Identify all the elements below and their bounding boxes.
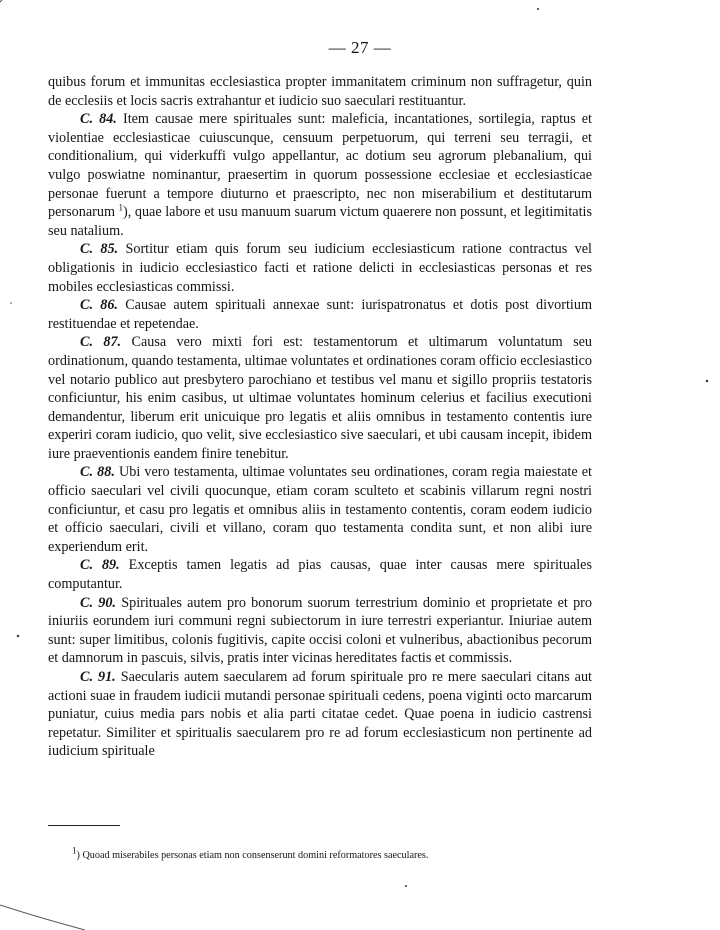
canon-text: Ubi vero testamenta, ultimae voluntates seu ordinationes, coram regia maiestate et officio saeculari vel civili quocunque, etiam coram sculteto et scabinis villarum regni nostri conficiuntur, et casu pro legatis et omnibus aliis in testamento contentis, coram eodem iudicio et officio saeculari, civili et villano, coram quo testamenta condita sunt, et non alibi iure experiendum erit. xyxy=(48,464,592,555)
canon-label: C. 89. xyxy=(80,557,120,574)
page-number: — 27 — xyxy=(328,38,392,57)
footnote-divider xyxy=(48,825,120,826)
canon-text: Causae autem spirituali annexae sunt: iurispatronatus et dotis post divortium restituendae et repetendae. xyxy=(48,297,593,332)
canon-label: C. 84. xyxy=(80,111,117,128)
canon-label: C. 86. xyxy=(80,297,118,314)
footnote-reference: 1 xyxy=(118,202,124,213)
canon-text-continued: ), quae labore et usu manuum suarum victum quaerere non possunt, et legitimitatis seu natalium. xyxy=(48,204,592,239)
canon-text: Item causae mere spirituales sunt: maleficia, incantationes, sortilegia, raptus et violentiae ecclesiasticae cuiuscunque, censuum perpetuorum, qui terreni seu terragii, et conditionalium, qui viderkuffi vulgo appellantur, ac dotium seu agrorum plebanalium, qui vulgo poswiatne nominantur, praesertim in quorum possessione ecclesiae et ecclesiasticae personae fuerunt a tempore diuturno et praescripto, nec non miserabilium et destitutarum personarum xyxy=(48,111,592,221)
canon-84 xyxy=(48,110,592,240)
canon-89 xyxy=(48,556,592,593)
intro-paragraph: quibus forum et immunitas ecclesiastica propter immanitatem criminum non suffragetur, quin de ecclesiis et locis sacris extrahantur et iudicio suo saeculari restituantur. xyxy=(48,74,592,109)
canon-text: Causa vero mixti fori est: testamentorum et ultimarum voluntatum seu ordinationum, quando testamenta, ultimae voluntates et ordinationes coram officio ecclesiastico vel notario publico aut presbytero parochiano et testibus vel manu et sigillo propriis testatoris conficiuntur, his enim casibus, ut ultimae voluntates hominum celerius et facilius executioni demandentur, liberum erit unicuique pro legatis et aliis omnibus in testamento contentis iure experiri coram iudicio, quo velit, sive ecclesiastico sive saeculari, et ubi causam incepit, ibidem iure praeventionis eandem finire tenebitur. xyxy=(48,334,592,462)
footnote-mark: 1 xyxy=(72,845,77,856)
canon-label: C. 85. xyxy=(80,241,119,258)
canon-text: Saecularis autem saecularem ad forum spirituale pro re mere saeculari citans aut actioni suae in fraudem iudicii mutandi personae spirituali cedens, poena viginti octo marcarum puniatur, cuius media pars nobis et alia parti citatae cedet. Quae poena in iudicio castrensi repetatur. Similiter et spiritualis saecularem pro re ad forum ecclesiasticum non pertinente ad iudicium spirituale xyxy=(48,669,593,760)
canon-88 xyxy=(48,463,592,556)
canon-91 xyxy=(48,668,592,761)
canon-label: C. 91. xyxy=(80,669,116,685)
canon-86 xyxy=(48,296,592,333)
canon-87 xyxy=(48,333,592,463)
main-text xyxy=(48,73,592,761)
canon-label: C. 88. xyxy=(80,464,115,481)
footnote xyxy=(72,845,632,862)
canon-text: Sortitur etiam quis forum seu iudicium ecclesiasticum ratione contractus vel obligationis in iudicio ecclesiastico facti et ratione delicti in ecclesiasticas personas et res mobiles ecclesiasticas commissi. xyxy=(48,241,592,295)
canon-text: Exceptis tamen legatis ad pias causas, quae inter causas mere spirituales computantur. xyxy=(48,557,592,593)
footnote-text: ) Quoad miserabiles personas etiam non consenserunt domini reformatores saeculares. xyxy=(76,850,429,861)
canon-85 xyxy=(48,240,592,296)
canon-90 xyxy=(48,594,592,668)
canon-text: Spirituales autem pro bonorum suorum terrestrium dominio et proprietate et pro iniuriis eorundem iuri communi regni subiectorum in iure terrestri experiantur. Iniuriae autem sunt: super limitibus, colonis fugitivis, capite occisi coloni et vulneribus, abactionibus pecorum et damnorum in pascuis, silvis, pratis inter vicinas hereditates factis et commissis. xyxy=(48,594,592,667)
canon-label: C. 87. xyxy=(80,334,122,351)
canon-label: C. 90. xyxy=(80,594,116,611)
